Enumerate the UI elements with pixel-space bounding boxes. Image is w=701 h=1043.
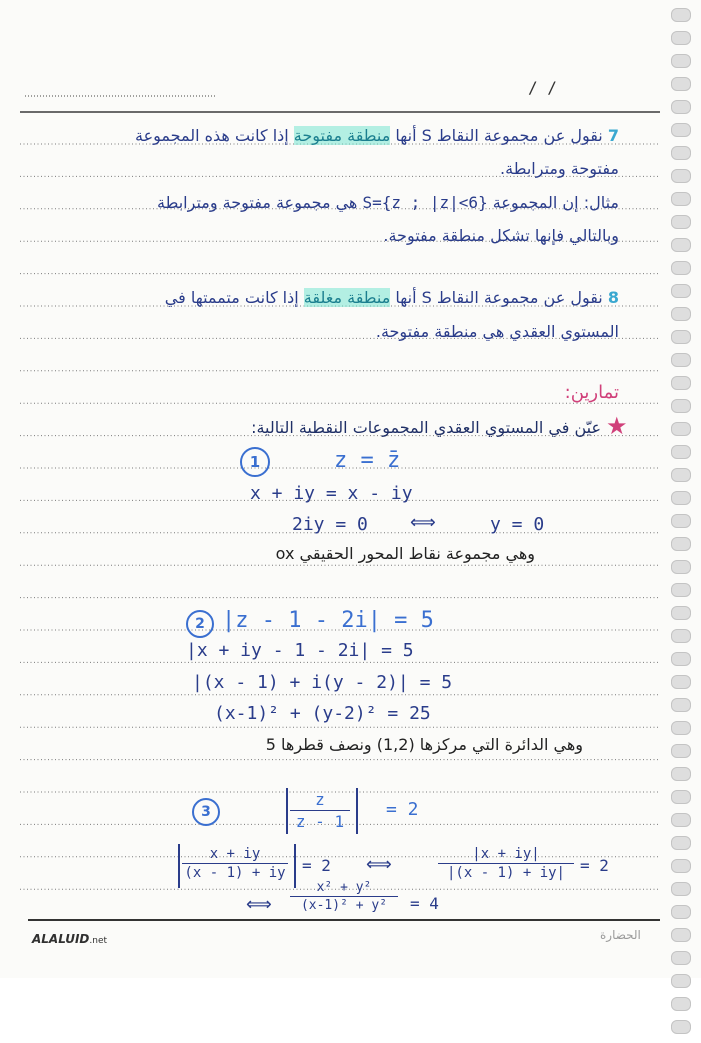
exercise-1-conclusion: وهي مجموعة نقاط المحور الحقيقي ox	[275, 544, 535, 563]
binding-ring	[671, 123, 691, 137]
exercise-2-step1: |x + iy - 1 - 2i| = 5	[186, 640, 414, 661]
binding-ring	[671, 974, 691, 988]
exercise-3-line1-numerator: x + iy	[182, 846, 288, 864]
exercise-3-line1-denominator: (x - 1) + iy	[184, 865, 286, 881]
exercise-3-line1-rhs: = 2	[302, 856, 331, 875]
binding-ring	[671, 330, 691, 344]
definition-8-line2: المستوي العقدي هي منطقة مفتوحة.	[375, 322, 619, 341]
definition-7-number: 7	[607, 126, 619, 145]
binding-ring	[671, 1020, 691, 1034]
binding-ring	[671, 261, 691, 275]
binding-ring	[671, 422, 691, 436]
exercises-prompt: عيّن في المستوي العقدي المجموعات النقطية التالية:	[251, 418, 601, 437]
exercises-title: تمارين:	[564, 382, 619, 403]
exercise-3-line2-numerator: x² + y²	[290, 880, 398, 897]
binding-ring	[671, 813, 691, 827]
binding-ring	[671, 675, 691, 689]
binding-ring	[671, 629, 691, 643]
exercise-1-step1: x + iy = x - iy	[250, 483, 413, 504]
binding-ring	[671, 146, 691, 160]
exercise-2-step2: |(x - 1) + i(y - 2)| = 5	[192, 672, 453, 693]
binding-ring	[671, 77, 691, 91]
example-line1	[157, 195, 619, 211]
binding-ring	[671, 100, 691, 114]
hadara-logo: الحضارة	[600, 928, 641, 942]
binding-ring	[671, 307, 691, 321]
arrow-icon: ⟺	[410, 512, 436, 533]
exercise-1-step2-left: 2iy = 0	[292, 514, 368, 535]
binding-ring	[671, 284, 691, 298]
spiral-binding	[671, 8, 695, 1043]
binding-ring	[671, 951, 691, 965]
binding-ring	[671, 169, 691, 183]
exercise-1-number: 1	[240, 447, 270, 477]
binding-ring	[671, 790, 691, 804]
binding-ring	[671, 606, 691, 620]
binding-ring	[671, 583, 691, 597]
exercise-3-line2-fraction	[290, 880, 398, 913]
binding-ring	[671, 859, 691, 873]
binding-ring	[671, 698, 691, 712]
alaluid-logo	[32, 932, 107, 946]
exercise-3-line1-fraction	[182, 846, 288, 881]
exercise-3-denominator: z - 1	[295, 812, 345, 831]
binding-ring	[671, 192, 691, 206]
binding-ring	[671, 353, 691, 367]
binding-ring	[671, 882, 691, 896]
binding-ring	[671, 905, 691, 919]
definition-7-line2: مفتوحة ومترابطة.	[500, 159, 619, 178]
arrow-icon: ⟺	[366, 854, 392, 875]
binding-ring	[671, 31, 691, 45]
exercise-2-conclusion: وهي الدائرة التي مركزها (1,2) ونصف قطرها 5	[265, 735, 583, 754]
binding-ring	[671, 376, 691, 390]
star-icon: ★	[606, 412, 628, 440]
binding-ring	[671, 767, 691, 781]
definition-8-text-start: نقول عن مجموعة النقاط S أنها	[395, 288, 603, 307]
binding-ring	[671, 215, 691, 229]
exercise-3-line1-right-denominator: |(x - 1) + iy|	[446, 865, 565, 881]
definition-7-text-start: نقول عن مجموعة النقاط S أنها	[395, 126, 603, 145]
exercise-3-line1-right-rhs: = 2	[580, 856, 609, 875]
exercise-3-fraction	[290, 790, 350, 831]
exercise-3-rhs: = 2	[386, 799, 419, 820]
definition-7-highlight: منطقة مفتوحة	[293, 126, 391, 145]
exercise-2-equation: |z - 1 - 2i| = 5	[222, 608, 434, 633]
definition-8-line1	[165, 290, 619, 306]
exercise-3-line2-rhs: = 4	[410, 894, 439, 913]
definition-7-line1	[135, 128, 619, 144]
binding-ring	[671, 744, 691, 758]
binding-ring	[671, 928, 691, 942]
date-slashes: / /	[528, 78, 557, 97]
exercise-3-line1-right-numerator: |x + iy|	[438, 846, 574, 864]
definition-8-number: 8	[607, 288, 619, 307]
binding-ring	[671, 836, 691, 850]
binding-ring	[671, 721, 691, 735]
alaluid-logo-suffix: .net	[89, 936, 108, 946]
binding-ring	[671, 238, 691, 252]
exercise-2-number: 2	[186, 610, 214, 638]
example-line2: وبالتالي فإنها تشكل منطقة مفتوحة.	[383, 226, 619, 245]
exercise-3-line1-right-fraction	[438, 846, 574, 881]
binding-ring	[671, 560, 691, 574]
exercise-3-numerator: z	[290, 790, 350, 811]
example-set: S={z ; |z|<6}	[362, 193, 488, 212]
exercise-1-step2-right: y = 0	[490, 514, 545, 535]
exercise-3-line2-denominator: (x-1)² + y²	[300, 898, 388, 913]
binding-ring	[671, 514, 691, 528]
example-text: هي مجموعة مفتوحة ومترابطة	[157, 193, 358, 212]
exercise-1-equation: z = z̄	[334, 448, 401, 473]
binding-ring	[671, 652, 691, 666]
binding-ring	[671, 54, 691, 68]
example-label: مثال: إن المجموعة	[492, 193, 619, 212]
definition-8-highlight: منطقة مغلقة	[303, 288, 391, 307]
binding-ring	[671, 445, 691, 459]
binding-ring	[671, 537, 691, 551]
binding-ring	[671, 399, 691, 413]
definition-8-text-end: إذا كانت متممتها في	[164, 288, 299, 307]
binding-ring	[671, 491, 691, 505]
binding-ring	[671, 468, 691, 482]
binding-ring	[671, 997, 691, 1011]
binding-ring	[671, 8, 691, 22]
exercise-2-step3: (x-1)² + (y-2)² = 25	[214, 703, 431, 724]
definition-7-text-end: إذا كانت هذه المجموعة	[135, 126, 289, 145]
exercise-3-number: 3	[192, 798, 220, 826]
arrow-icon: ⟺	[246, 894, 272, 915]
alaluid-logo-text: ALALUID	[32, 932, 90, 946]
